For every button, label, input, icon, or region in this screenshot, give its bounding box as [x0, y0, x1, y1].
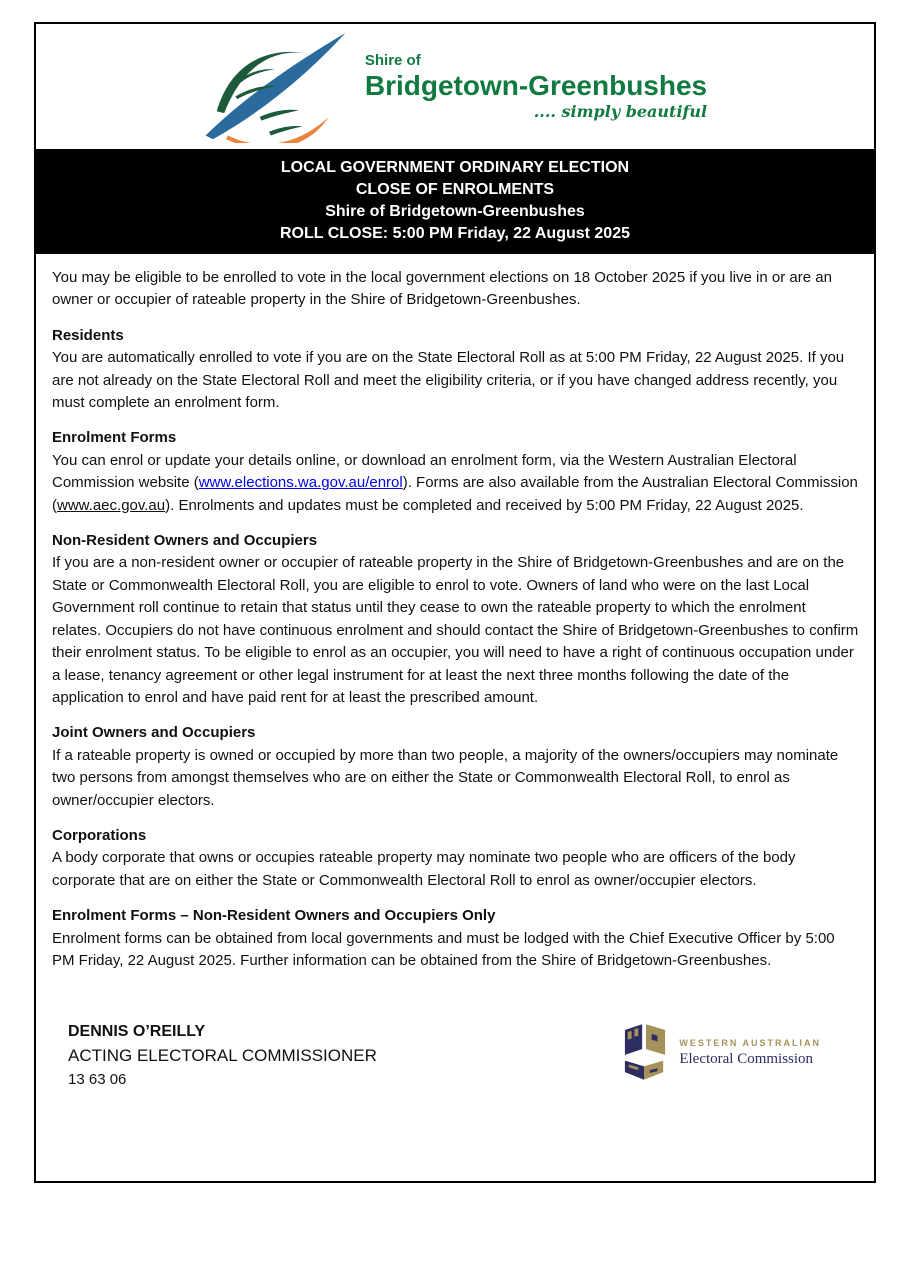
banner-line-2: CLOSE OF ENROLMENTS: [355, 181, 555, 198]
section-heading: Joint Owners and Occupiers: [52, 724, 256, 742]
document-sections: [52, 325, 859, 973]
document-frame: [34, 22, 876, 1183]
hyperlink[interactable]: www.elections.wa.gov.au/enrol: [198, 474, 403, 492]
section-paragraph: You are automatically enrolled to vote if you are on the State Electoral Roll as at 5:00 PM Friday, 22 August 2025. If you are not already on the State Electoral Roll and meet the eligibility criteria, or if you have changed address recently, you must complete an enrolment form.: [52, 349, 845, 412]
shire-logo-shire-of: Shire of: [364, 51, 421, 69]
section-paragraph: A body corporate that owns or occupies rateable property may nominate two people who are officers of the body corporate that are on either the State or Commonwealth Electoral Roll to enrol as owner/occupier electors.: [52, 849, 796, 889]
section-heading: Corporations: [52, 826, 147, 844]
shire-logo-text: [365, 52, 707, 122]
banner-line-1: LOCAL GOVERNMENT ORDINARY ELECTION: [280, 159, 630, 176]
section-heading: Residents: [52, 326, 124, 344]
shire-logo-name: Bridgetown-Greenbushes: [364, 69, 708, 101]
hyperlink[interactable]: www.aec.gov.au: [57, 496, 166, 514]
header: [36, 24, 874, 149]
footer: [52, 985, 859, 1092]
shire-logo-tagline: .... simply beautiful: [533, 101, 708, 121]
section-paragraph: You can enrol or update your details online, or download an enrolment form, via the Western Australian Electoral Commission website (www.elections.wa.gov.au/enrol). Forms are also available from the Australian Electoral Commission (www.aec.gov.au). Enrolments and updates must be completed and received by 5:00 PM Friday, 22 August 2025.: [52, 451, 858, 514]
section-paragraph: If you are a non-resident owner or occupier of rateable property in the Shire of Bridgetown-Greenbushes and are on the State or Commonwealth Electoral Roll, you are eligible to enrol to vote. Owners of land who were on the last Local Government roll continue to retain that status until they cease to own the rateable property to which the enrolment relates. Occupiers do not have continuous enrolment and should contact the Shire of Bridgetown-Greenbushes to confirm their enrolment status. To be eligible to enrol as an occupier, you will need to have a right of continuous occupation under a lease, tenancy agreement or other legal instrument for at least the next three months following the date of the application to enrol and have paid rent for at least the prescribed amount.: [52, 554, 859, 706]
waec-logo: [623, 1022, 821, 1082]
waec-ballot-box-icon: [623, 1022, 667, 1082]
waec-org-subtitle: Electoral Commission: [679, 1051, 814, 1068]
commissioner-name: DENNIS O’REILLY: [68, 1023, 206, 1041]
section-heading: Enrolment Forms – Non-Resident Owners and Occupiers Only: [52, 907, 496, 925]
shire-logo: [203, 31, 707, 143]
section-heading: Non-Resident Owners and Occupiers: [52, 532, 318, 550]
document-body: [36, 254, 874, 1092]
section-paragraph: Enrolment forms can be obtained from local governments and must be lodged with the Chief Executive Officer by 5:00 PM Friday, 22 August 2025. Further information can be obtained from the Shire of Bridgetown-Greenbushes.: [52, 929, 835, 969]
section-paragraph: If a rateable property is owned or occupied by more than two people, a majority of the owners/occupiers may nominate two persons from amongst themselves who are on either the State or Commonwealth Electoral Roll, to enrol as owner/occupier electors.: [52, 746, 839, 809]
banner-line-3: Shire of Bridgetown-Greenbushes: [325, 203, 585, 220]
intro-paragraph: You may be eligible to be enrolled to vote in the local government elections on 18 October 2025 if you live in or are an owner or occupier of rateable property in the Shire of Bridgetown-Greenbushes.: [52, 269, 832, 309]
banner: [36, 149, 874, 254]
banner-line-4: ROLL CLOSE: 5:00 PM Friday, 22 August 2025: [279, 225, 630, 242]
signoff: [68, 1020, 377, 1092]
commissioner-title: ACTING ELECTORAL COMMISSIONER: [68, 1046, 377, 1066]
shire-swoosh-icon: [203, 31, 363, 143]
commissioner-phone: 13 63 06: [68, 1071, 127, 1089]
section-heading: Enrolment Forms: [52, 429, 177, 447]
waec-logo-text: [679, 1036, 821, 1068]
waec-org-name: WESTERN AUSTRALIAN: [679, 1038, 821, 1049]
